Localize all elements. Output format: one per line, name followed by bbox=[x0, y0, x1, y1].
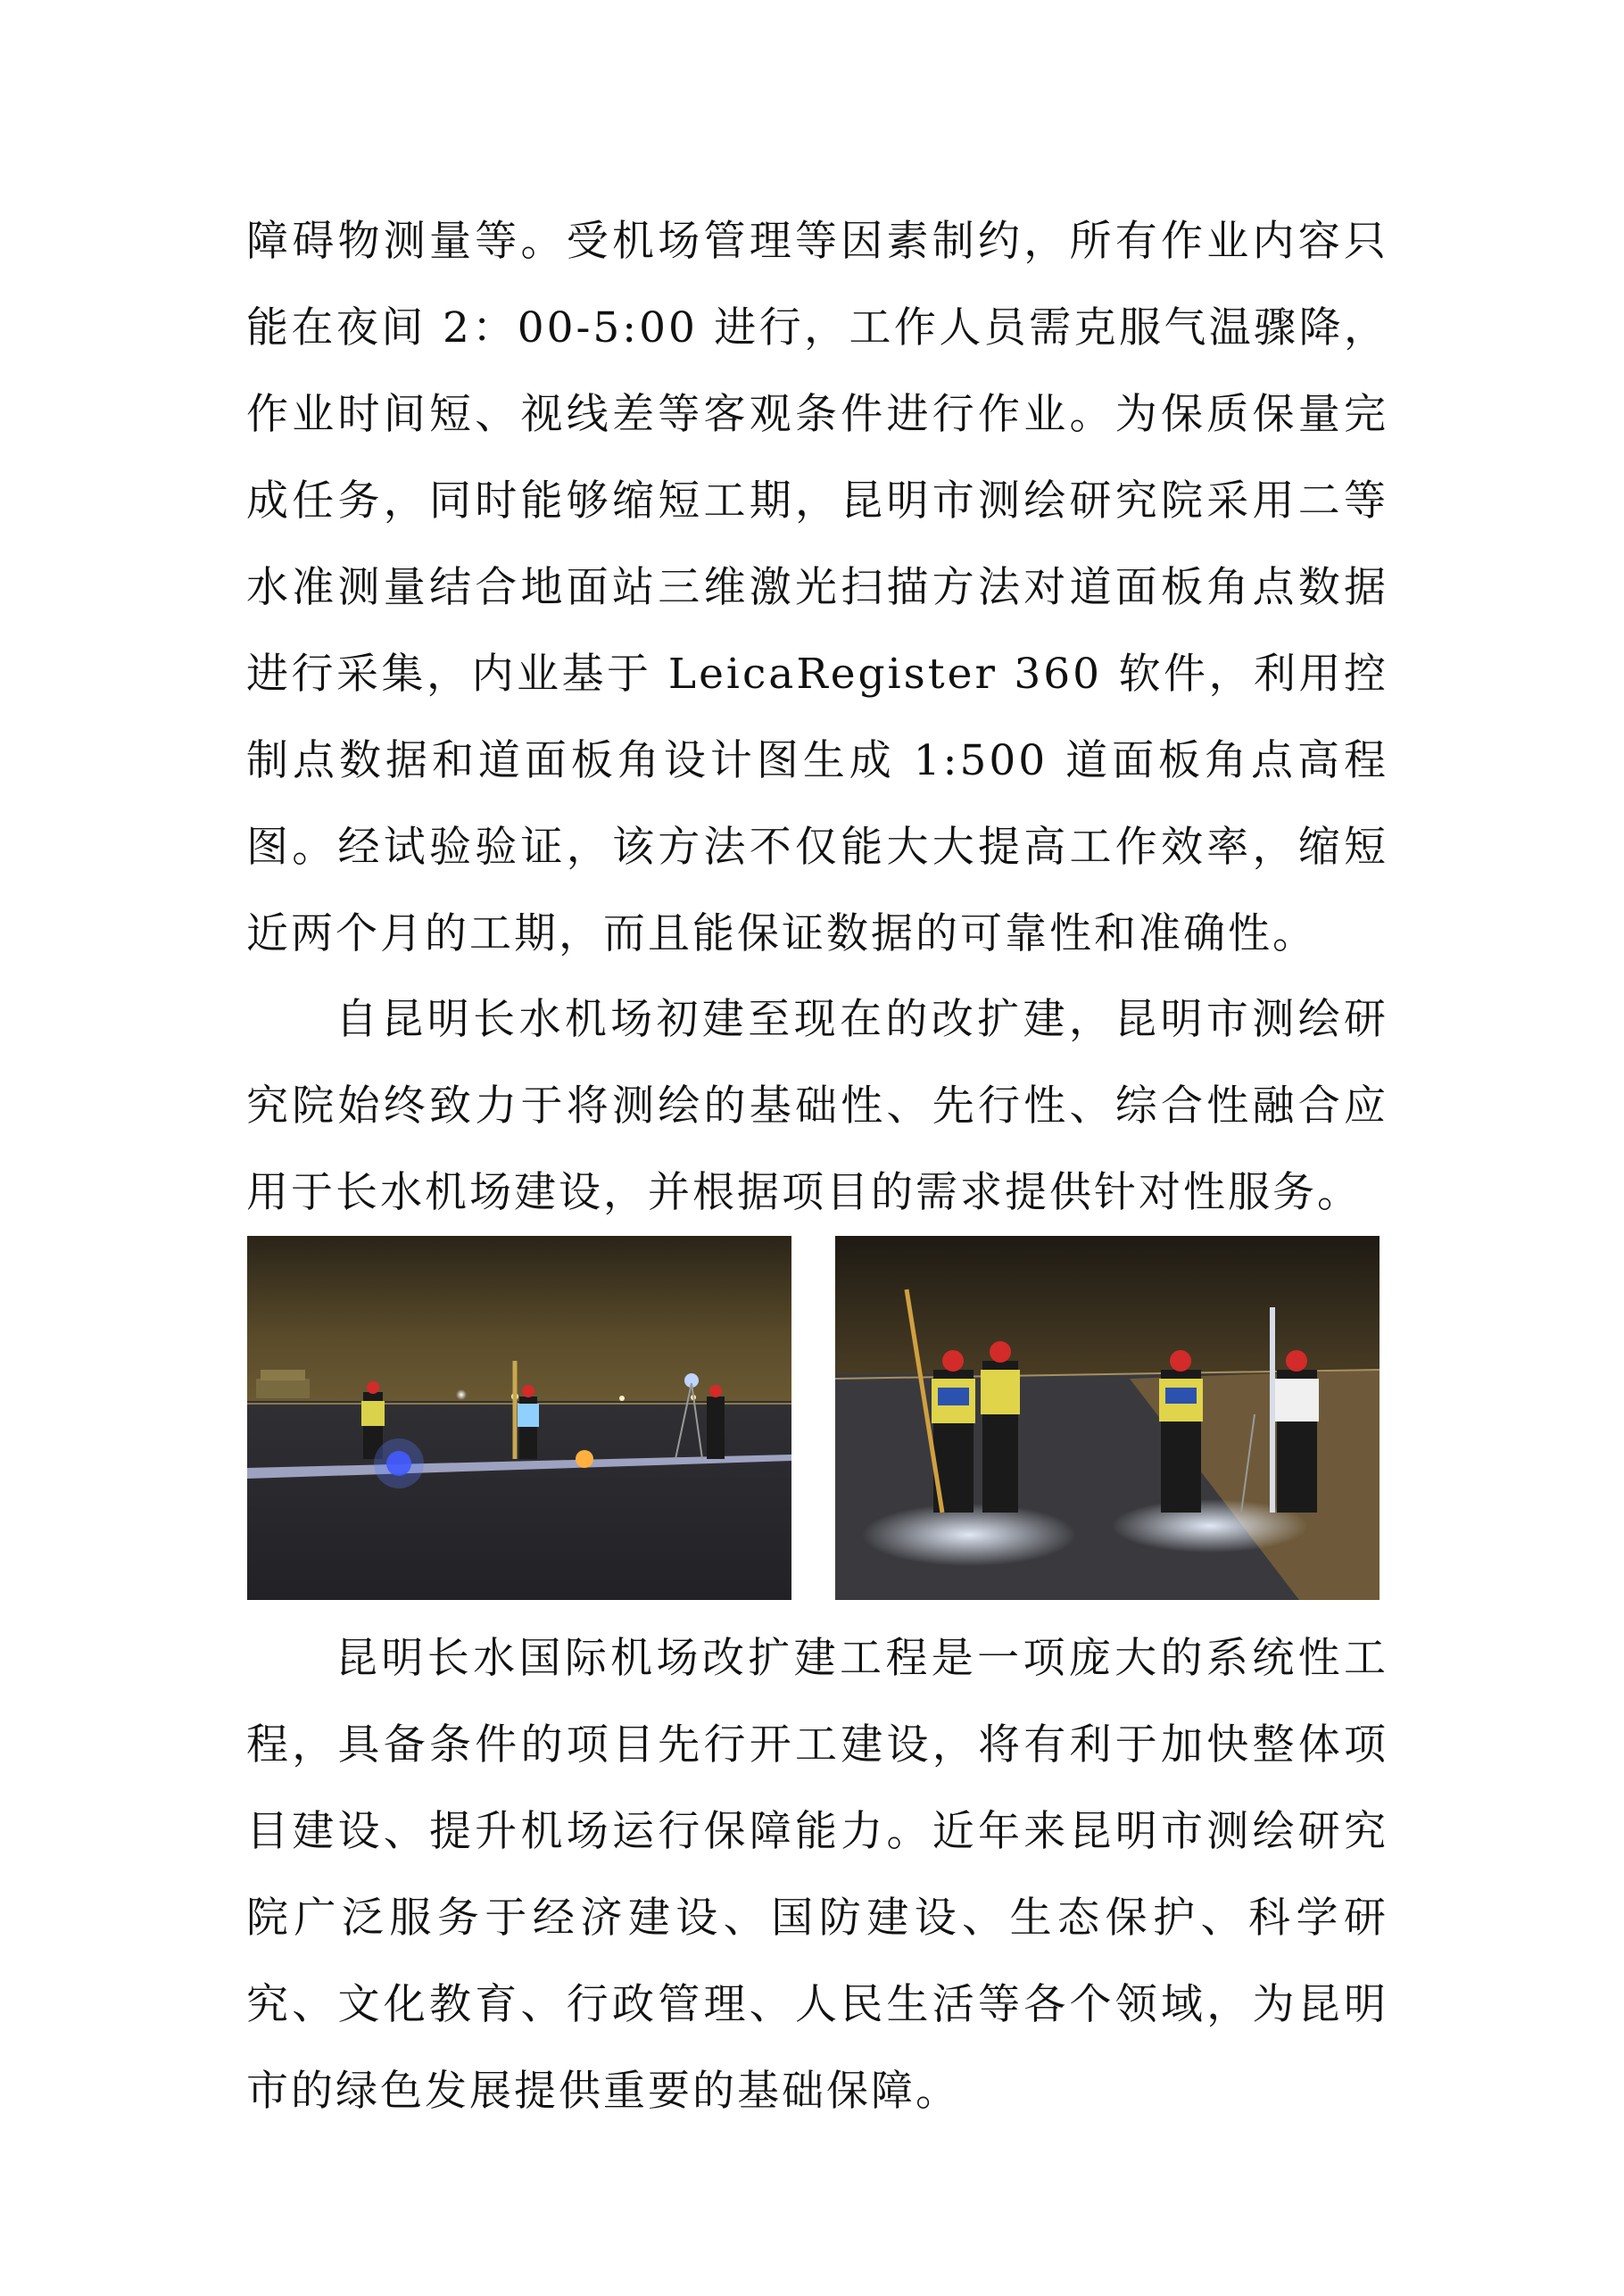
paragraph-expansion-project: 昆明长水国际机场改扩建工程是一项庞大的系统性工程，具备条件的项目先行开工建设，将有利于加快整体项目建设、提升机场运行保障能力。近年来昆明市测绘研究院广泛服务于经济建设、国防建设、生态保护、科学研究、文化教育、行政管理、人民生活等各个领域，为昆明市的绿色发展提供重要的基础保障。 bbox=[246, 1634, 1388, 2116]
paragraph-continuation: 障碍物测量等。受机场管理等因素制约，所有作业内容只能在夜间 2：00-5:00 进行，工作人员需克服气温骤降，作业时间短、视线差等客观条件进行作业。为保质保量完成任务，同时能够缩短工期，昆明市测绘研究院采用二等水准测量结合地面站三维激光扫描方法对道面板角点数据进行采集，内业基于 LeicaRegister 360 软件，利用控制点数据和道面板角设计图生成 1:500 道面板角点高程图。经试验验证，该方法不仅能大大提高工作效率，缩短近两个月的工期，而且能保证数据的可靠性和准确性。 bbox=[246, 217, 1388, 958]
photo-night-survey-closeup bbox=[835, 1236, 1380, 1600]
photo-night-survey-wide-image bbox=[247, 1236, 791, 1600]
photo-night-survey-closeup-image bbox=[835, 1236, 1380, 1600]
paragraph-airport-history: 自昆明长水机场初建至现在的改扩建，昆明市测绘研究院始终致力于将测绘的基础性、先行性、综合性融合应用于长水机场建设，并根据项目的需求提供针对性服务。 bbox=[246, 995, 1388, 1217]
photo-night-survey-wide bbox=[247, 1236, 791, 1600]
